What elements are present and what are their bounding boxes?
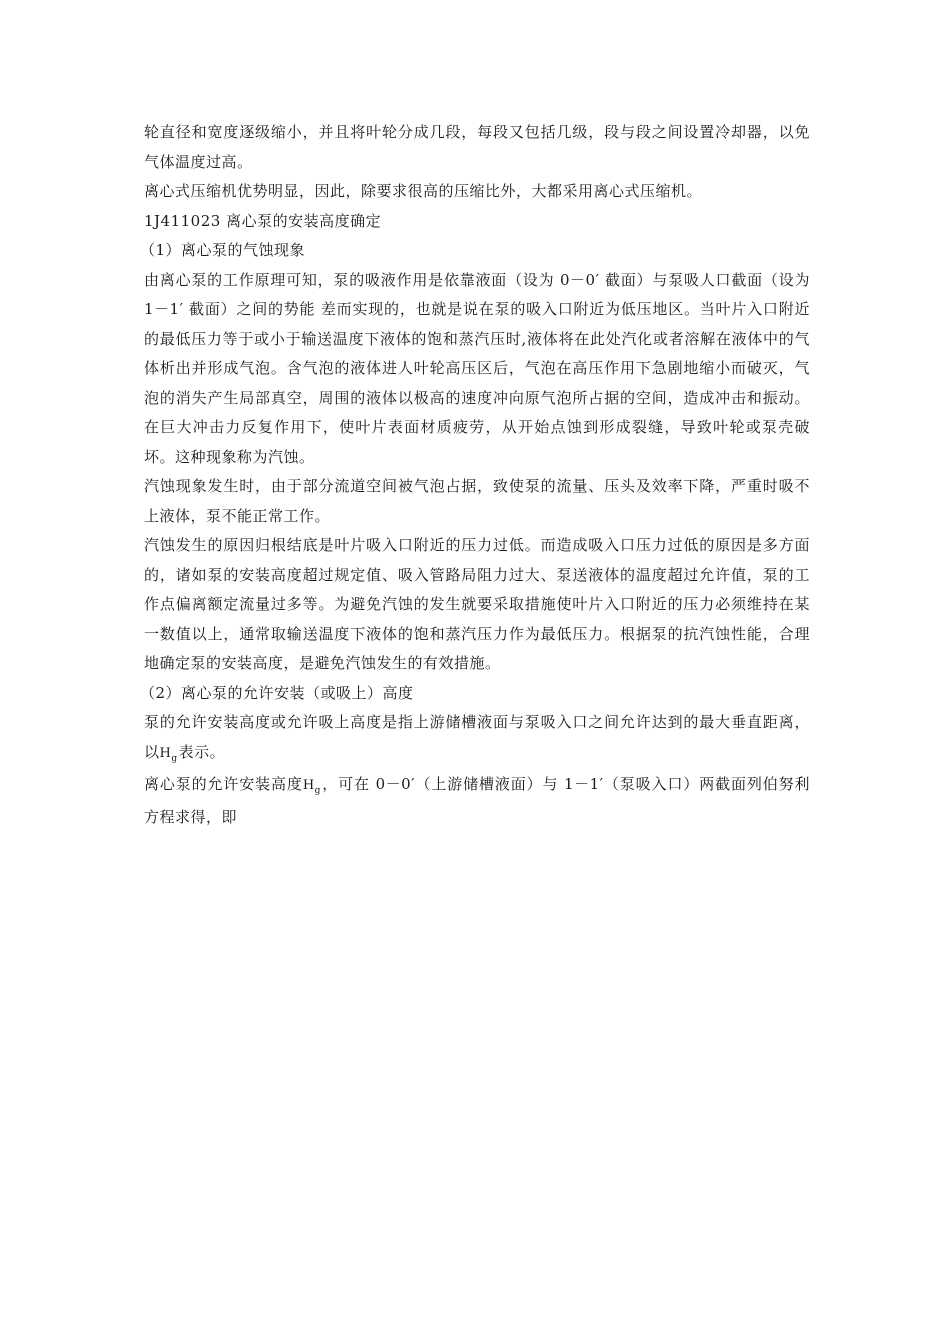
text-run: 泵的允许安装高度或允许吸上高度是指上游储槽液面与泵吸入口之间允许达到的最大垂直距离，以 [144,713,810,761]
subheading-cavitation: （1）离心泵的气蚀现象 [140,241,306,259]
text-run: 离心泵的允许安装高度 [144,775,303,793]
paragraph-allowable-height-definition [144,708,810,770]
paragraph-compressor-impeller: 轮直径和宽度逐级缩小，并且将叶轮分成几段，每段又包括几级，段与段之间设置冷却器，以免气体温度过高。 [144,123,810,171]
text-run: ，可在 0－0′（上游储槽液面）与 1－1′（泵吸入口）两截面列伯努利方程求得，即 [144,775,810,826]
section-heading-1J411023: 1J411023 离心泵的安装高度确定 [144,211,382,230]
document-body [140,118,810,832]
paragraph-cavitation-causes: 汽蚀发生的原因归根结底是叶片吸入口附近的压力过低。而造成吸入口压力过低的原因是多方面的，诸如泵的安装高度超过规定值、吸入管路局阻力过大、泵送液体的温度超过允许值，泵的工作点偏离额定流量过多等。为避免汽蚀的发生就要采取措施使叶片入口附近的压力必须维持在某一数值以上，通常取输送温度下液体的饱和蒸汽压力作为最低压力。根据泵的抗汽蚀性能，合理地确定泵的安装高度，是避免汽蚀发生的有效措施。 [144,536,810,672]
variable-H: H [302,778,315,793]
paragraph-compressor-advantage: 离心式压缩机优势明显，因此，除要求很高的压缩比外，大都采用离心式压缩机。 [144,182,703,200]
paragraph-bernoulli-equation [144,770,810,832]
subheading-allowable-height: （2）离心泵的允许安装（或吸上）高度 [140,683,414,702]
paragraph-cavitation-effects: 汽蚀现象发生时，由于部分流道空间被气泡占据，致使泵的流量、压头及效率下降，严重时吸不上液体，泵不能正常工作。 [144,477,810,525]
subscript-g: g [171,753,178,764]
subscript-g: g [314,786,321,796]
variable-H: H [159,745,172,761]
paragraph-cavitation-principle: 由离心泵的工作原理可知，泵的吸液作用是依靠液面（设为 0－0′ 截面）与泵吸人口截面（设为 1－1′ 截面）之间的势能 差而实现的，也就是说在泵的吸入口附近为低压地区。当叶片入口附近的最低压力等于或小于输送温度下液体的饱和蒸汽压时,液体将在此处汽化或者溶解在液体中的气体析出并形成气泡。含气泡的液体进人叶轮高压区后，气泡在高压作用下急剧地缩小而破灭，气泡的消失产生局部真空，周围的液体以极高的速度冲向原气泡所占据的空间，造成冲击和振动。在巨大冲击力反复作用下，使叶片表面材质疲劳，从开始点蚀到形成裂缝，导致叶轮或泵壳破坏。这种现象称为汽蚀。 [144,270,810,466]
text-run: 表示。 [178,742,226,761]
